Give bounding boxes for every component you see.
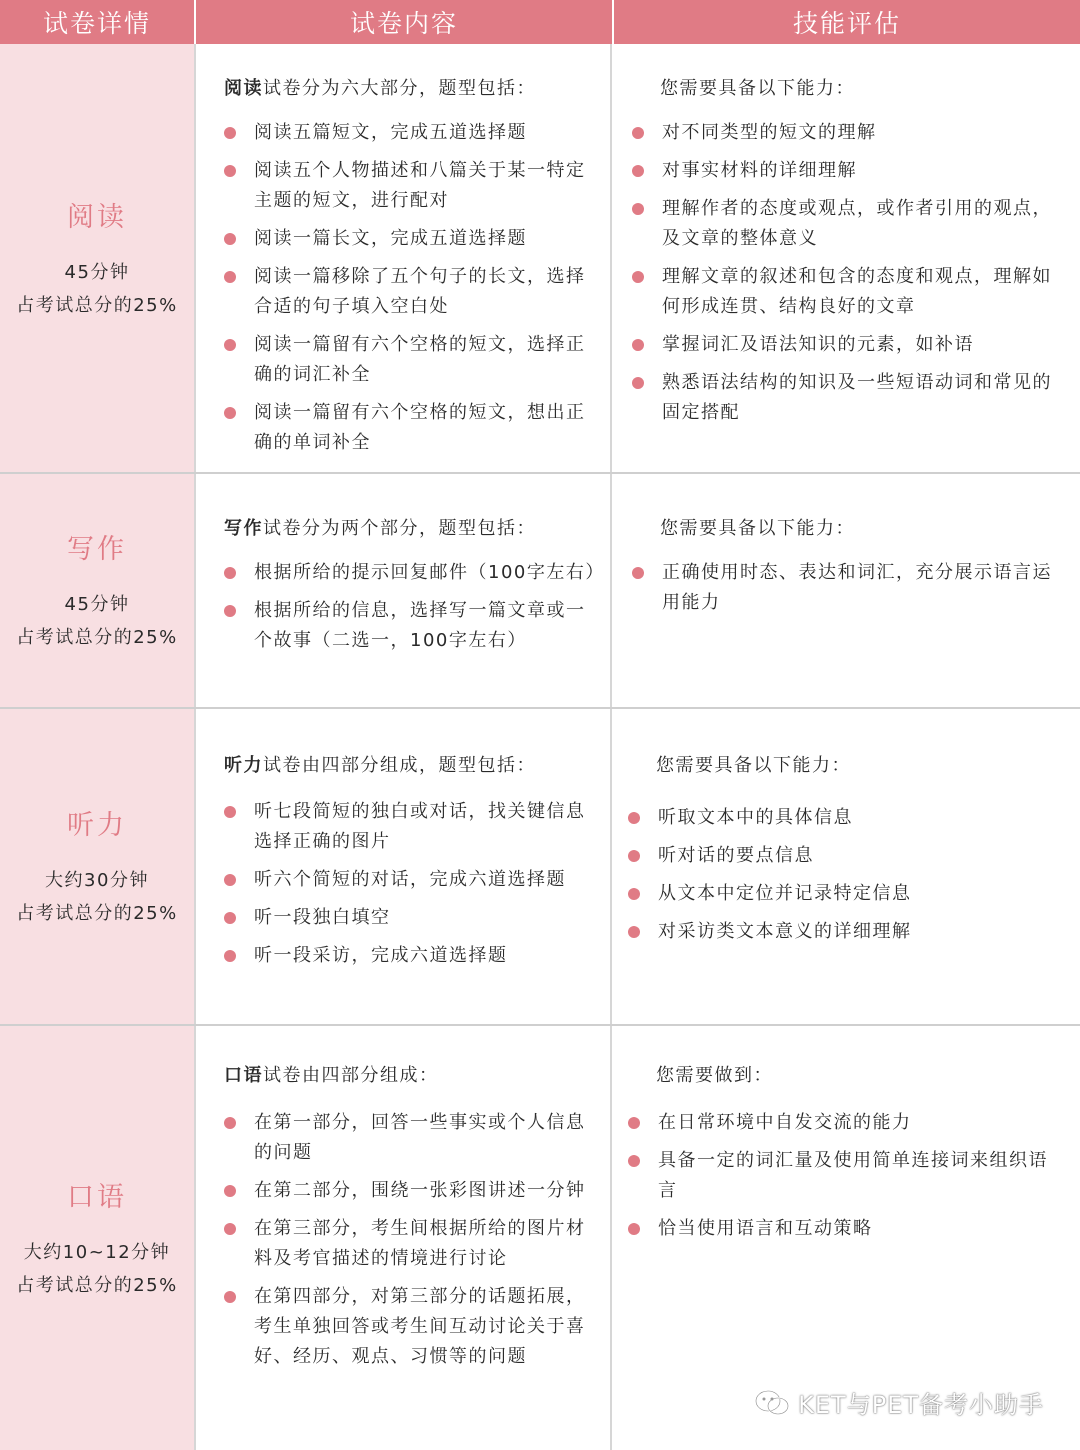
section-duration: 大约10~12分钟 — [23, 1241, 171, 1263]
list-item: 对事实材料的详细理解 — [632, 156, 1062, 186]
list-item: 阅读一篇留有六个空格的短文，选择正确的词汇补全 — [224, 330, 598, 390]
content-intro: 写作试卷分为两个部分，题型包括： — [224, 518, 536, 539]
list-item: 阅读一篇移除了五个句子的长文，选择合适的句子填入空白处 — [224, 262, 598, 322]
section-duration: 大约30分钟 — [45, 870, 149, 891]
content-list — [224, 1108, 598, 1380]
content-list — [224, 797, 598, 979]
bullet-icon — [632, 271, 644, 283]
content-list — [224, 118, 598, 466]
list-item: 阅读五篇短文，完成五道选择题 — [224, 118, 598, 148]
watermark-text: KET与PET备考小助手 — [798, 1391, 1044, 1419]
bullet-icon — [632, 567, 644, 579]
section-skills — [612, 474, 1080, 707]
section-title: 口语 — [67, 1181, 127, 1213]
list-item: 理解作者的态度或观点，或作者引用的观点，及文章的整体意义 — [632, 194, 1062, 254]
list-item: 在第四部分，对第三部分的话题拓展，考生单独回答或考生间互动讨论关于喜好、经历、观点、习惯等的问题 — [224, 1282, 598, 1372]
bullet-icon — [632, 203, 644, 215]
section-content — [194, 1026, 612, 1450]
skills-intro: 您需要具备以下能力： — [656, 755, 851, 776]
section-content — [194, 474, 612, 707]
bullet-icon — [224, 1291, 236, 1303]
list-item: 听七段简短的独白或对话，找关键信息选择正确的图片 — [224, 797, 598, 857]
wechat-icon — [754, 1389, 790, 1417]
list-item: 阅读五个人物描述和八篇关于某一特定主题的短文，进行配对 — [224, 156, 598, 216]
bullet-icon — [224, 950, 236, 962]
section-weight: 占考试总分的25% — [16, 627, 178, 648]
list-item: 听六个简短的对话，完成六道选择题 — [224, 865, 598, 895]
bullet-icon — [224, 567, 236, 579]
list-item: 阅读一篇长文，完成五道选择题 — [224, 224, 598, 254]
skills-intro: 您需要具备以下能力： — [660, 78, 855, 99]
content-intro: 阅读试卷分为六大部分，题型包括： — [224, 78, 536, 99]
table-row-writing — [0, 472, 1080, 707]
section-title: 写作 — [67, 534, 127, 565]
section-summary — [0, 709, 194, 1024]
section-summary — [0, 1026, 194, 1450]
bullet-icon — [632, 165, 644, 177]
bullet-icon — [632, 127, 644, 139]
list-item: 听对话的要点信息 — [628, 841, 1058, 871]
skills-intro: 您需要具备以下能力： — [660, 518, 855, 539]
list-item: 在第二部分，围绕一张彩图讲述一分钟 — [224, 1176, 598, 1206]
list-item: 根据所给的信息，选择写一篇文章或一个故事（二选一，100字左右） — [224, 596, 598, 656]
list-item: 具备一定的词汇量及使用简单连接词来组织语言 — [628, 1146, 1058, 1206]
header-skill-assessment: 技能评估 — [612, 0, 1080, 44]
content-intro: 听力试卷由四部分组成，题型包括： — [224, 755, 536, 776]
bullet-icon — [224, 605, 236, 617]
section-weight: 占考试总分的25% — [16, 294, 178, 316]
list-item: 听取文本中的具体信息 — [628, 803, 1058, 833]
list-item: 从文本中定位并记录特定信息 — [628, 879, 1058, 909]
bullet-icon — [224, 407, 236, 419]
section-skills — [612, 1026, 1080, 1450]
list-item: 听一段独白填空 — [224, 903, 598, 933]
section-weight: 占考试总分的25% — [16, 1274, 178, 1296]
list-item: 听一段采访，完成六道选择题 — [224, 941, 598, 971]
bullet-icon — [628, 1223, 640, 1235]
list-item: 掌握词汇及语法知识的元素，如补语 — [632, 330, 1062, 360]
section-summary — [0, 44, 194, 472]
skills-list — [632, 118, 1062, 436]
header-exam-details: 试卷详情 — [42, 9, 151, 38]
bullet-icon — [224, 912, 236, 924]
content-list — [224, 558, 605, 664]
section-weight: 占考试总分的25% — [16, 903, 178, 924]
header-exam-content: 试卷内容 — [194, 0, 612, 44]
list-item: 对采访类文本意义的详细理解 — [628, 917, 1058, 947]
section-title: 听力 — [67, 810, 127, 841]
skills-intro: 您需要做到： — [656, 1065, 773, 1086]
bullet-icon — [628, 888, 640, 900]
list-item: 在第三部分，考生间根据所给的图片材料及考官描述的情境进行讨论 — [224, 1214, 598, 1274]
list-item: 理解文章的叙述和包含的态度和观点，理解如何形成连贯、结构良好的文章 — [632, 262, 1062, 322]
skills-list — [628, 1108, 1058, 1252]
section-content — [194, 44, 612, 472]
list-item: 对不同类型的短文的理解 — [632, 118, 1062, 148]
section-duration: 45分钟 — [64, 261, 130, 283]
skills-list — [628, 803, 1058, 955]
table-row-reading — [0, 44, 1080, 472]
bullet-icon — [632, 377, 644, 389]
bullet-icon — [224, 271, 236, 283]
bullet-icon — [628, 1155, 640, 1167]
bullet-icon — [224, 165, 236, 177]
section-content — [194, 709, 612, 1024]
table-row-listening — [0, 707, 1080, 1024]
bullet-icon — [224, 874, 236, 886]
bullet-icon — [224, 1223, 236, 1235]
list-item: 在日常环境中自发交流的能力 — [628, 1108, 1058, 1138]
bullet-icon — [628, 1117, 640, 1129]
section-skills — [612, 44, 1080, 472]
bullet-icon — [628, 850, 640, 862]
watermark — [754, 1385, 1044, 1420]
bullet-icon — [224, 339, 236, 351]
table-row-speaking — [0, 1024, 1080, 1450]
section-summary — [0, 474, 194, 707]
section-skills — [612, 709, 1080, 1024]
bullet-icon — [224, 127, 236, 139]
bullet-icon — [224, 806, 236, 818]
list-item: 恰当使用语言和互动策略 — [628, 1214, 1058, 1244]
list-item: 根据所给的提示回复邮件（100字左右） — [224, 558, 598, 588]
bullet-icon — [632, 339, 644, 351]
bullet-icon — [224, 233, 236, 245]
section-title: 阅读 — [67, 201, 127, 233]
list-item: 熟悉语法结构的知识及一些短语动词和常见的固定搭配 — [632, 368, 1062, 428]
bullet-icon — [224, 1185, 236, 1197]
section-duration: 45分钟 — [64, 594, 130, 615]
bullet-icon — [628, 812, 640, 824]
bullet-icon — [628, 926, 640, 938]
skills-list — [632, 558, 1062, 626]
list-item: 阅读一篇留有六个空格的短文，想出正确的单词补全 — [224, 398, 598, 458]
content-intro: 口语试卷由四部分组成： — [224, 1065, 439, 1086]
list-item: 正确使用时态、表达和词汇，充分展示语言运用能力 — [632, 558, 1062, 618]
list-item: 在第一部分，回答一些事实或个人信息的问题 — [224, 1108, 598, 1168]
bullet-icon — [224, 1117, 236, 1129]
table-header — [0, 0, 1080, 44]
